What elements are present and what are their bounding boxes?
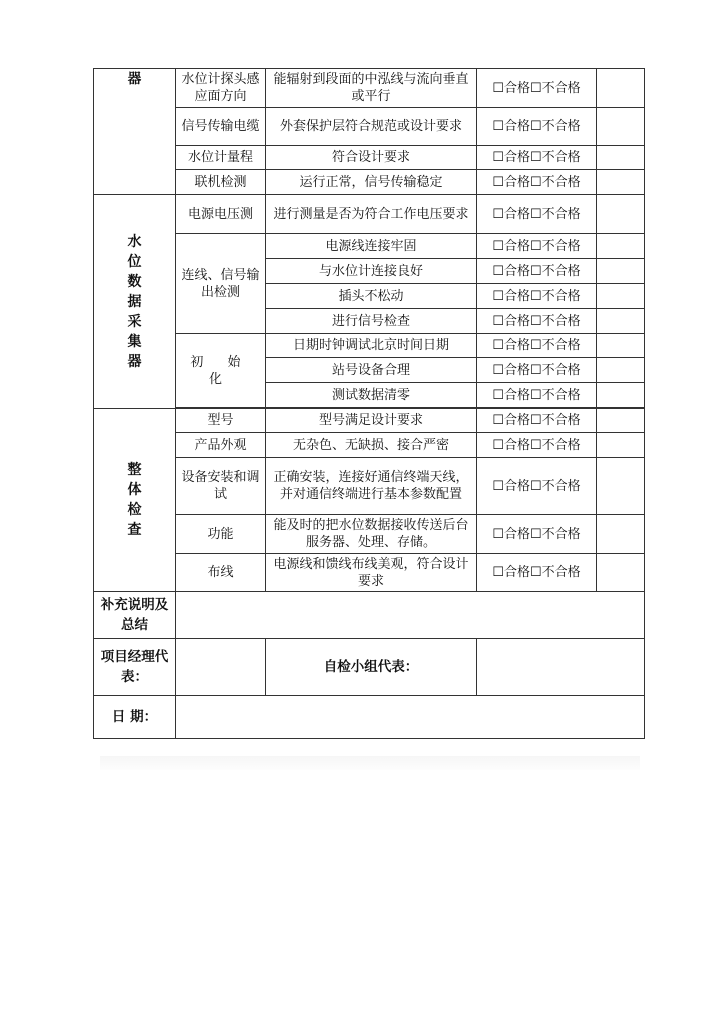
result-checkbox-cell[interactable]: ☐合格☐不合格 xyxy=(477,170,597,195)
item-cell: 设备安装和调试 xyxy=(176,458,266,515)
remark-cell[interactable] xyxy=(597,108,645,146)
table-row xyxy=(94,334,645,358)
requirement-cell: 进行测量是否为符合工作电压要求 xyxy=(266,195,477,234)
requirement-cell: 日期时钟调试北京时间日期 xyxy=(266,334,477,358)
item-cell: 电源电压测 xyxy=(176,195,266,234)
result-checkbox-cell[interactable]: ☐合格☐不合格 xyxy=(477,195,597,234)
result-checkbox-cell[interactable]: ☐合格☐不合格 xyxy=(477,433,597,458)
requirement-cell: 电源线和馈线布线美观，符合设计要求 xyxy=(266,554,477,592)
table-row xyxy=(94,409,645,433)
supplement-label: 补充说明及总结 xyxy=(94,592,176,639)
category-cell-sensor: 器 xyxy=(94,69,176,195)
table-row xyxy=(94,592,645,639)
remark-cell[interactable] xyxy=(597,515,645,554)
table-row xyxy=(94,696,645,739)
item-cell: 水位计探头感应面方向 xyxy=(176,69,266,108)
requirement-cell: 测试数据清零 xyxy=(266,383,477,408)
table-row xyxy=(94,234,645,259)
item-cell: 布线 xyxy=(176,554,266,592)
requirement-cell: 无杂色、无缺损、接合严密 xyxy=(266,433,477,458)
table-row xyxy=(94,195,645,234)
date-label: 日 期： xyxy=(94,696,176,739)
supplement-field[interactable] xyxy=(176,592,645,639)
result-checkbox-cell[interactable]: ☐合格☐不合格 xyxy=(477,515,597,554)
requirement-cell: 能及时的把水位数据接收传送后台服务器、处理、存储。 xyxy=(266,515,477,554)
page-shadow-strip xyxy=(100,756,640,770)
result-checkbox-cell[interactable]: ☐合格☐不合格 xyxy=(477,554,597,592)
category-cell-overall: 整 体 检 查 xyxy=(94,409,176,592)
result-checkbox-cell[interactable]: ☐合格☐不合格 xyxy=(477,69,597,108)
remark-cell[interactable] xyxy=(597,234,645,259)
result-checkbox-cell[interactable]: ☐合格☐不合格 xyxy=(477,458,597,515)
requirement-cell: 型号满足设计要求 xyxy=(266,409,477,433)
requirement-cell: 外套保护层符合规范或设计要求 xyxy=(266,108,477,146)
result-checkbox-cell[interactable]: ☐合格☐不合格 xyxy=(477,108,597,146)
category-cell-collector: 水 位 数 据 采 集 器 xyxy=(94,195,176,409)
result-checkbox-cell[interactable]: ☐合格☐不合格 xyxy=(477,358,597,383)
remark-cell[interactable] xyxy=(597,383,645,408)
remark-cell[interactable] xyxy=(597,170,645,195)
remark-cell[interactable] xyxy=(597,259,645,284)
item-cell: 连线、信号输出检测 xyxy=(176,234,266,334)
self-check-team-label: 自检小组代表： xyxy=(266,639,477,696)
project-manager-field[interactable] xyxy=(176,639,266,696)
remark-cell[interactable] xyxy=(597,554,645,592)
item-cell: 型号 xyxy=(176,409,266,433)
self-check-team-field[interactable] xyxy=(477,639,645,696)
remark-cell[interactable] xyxy=(597,409,645,433)
date-field[interactable] xyxy=(176,696,645,739)
requirement-cell: 运行正常，信号传输稳定 xyxy=(266,170,477,195)
result-checkbox-cell[interactable]: ☐合格☐不合格 xyxy=(477,334,597,358)
remark-cell[interactable] xyxy=(597,284,645,309)
result-checkbox-cell[interactable]: ☐合格☐不合格 xyxy=(477,383,597,408)
requirement-cell: 符合设计要求 xyxy=(266,146,477,170)
remark-cell[interactable] xyxy=(597,334,645,358)
remark-cell[interactable] xyxy=(597,433,645,458)
table-row xyxy=(94,433,645,458)
item-cell: 信号传输电缆 xyxy=(176,108,266,146)
table-row xyxy=(94,170,645,195)
remark-cell[interactable] xyxy=(597,146,645,170)
table-row xyxy=(94,458,645,515)
item-cell: 联机检测 xyxy=(176,170,266,195)
item-cell: 水位计量程 xyxy=(176,146,266,170)
inspection-table xyxy=(93,68,645,739)
remark-cell[interactable] xyxy=(597,195,645,234)
table-row xyxy=(94,146,645,170)
result-checkbox-cell[interactable]: ☐合格☐不合格 xyxy=(477,259,597,284)
remark-cell[interactable] xyxy=(597,69,645,108)
result-checkbox-cell[interactable]: ☐合格☐不合格 xyxy=(477,234,597,259)
table-row xyxy=(94,639,645,696)
requirement-cell: 能辐射到段面的中泓线与流向垂直或平行 xyxy=(266,69,477,108)
table-row xyxy=(94,69,645,108)
remark-cell[interactable] xyxy=(597,358,645,383)
table-row xyxy=(94,554,645,592)
result-checkbox-cell[interactable]: ☐合格☐不合格 xyxy=(477,146,597,170)
table-row xyxy=(94,515,645,554)
result-checkbox-cell[interactable]: ☐合格☐不合格 xyxy=(477,409,597,433)
requirement-cell: 站号设备合理 xyxy=(266,358,477,383)
result-checkbox-cell[interactable]: ☐合格☐不合格 xyxy=(477,284,597,309)
item-cell: 初 始 化 xyxy=(176,334,266,408)
remark-cell[interactable] xyxy=(597,309,645,334)
requirement-cell: 与水位计连接良好 xyxy=(266,259,477,284)
item-cell: 产品外观 xyxy=(176,433,266,458)
item-cell: 功能 xyxy=(176,515,266,554)
result-checkbox-cell[interactable]: ☐合格☐不合格 xyxy=(477,309,597,334)
requirement-cell: 插头不松动 xyxy=(266,284,477,309)
requirement-cell: 正确安装，连接好通信终端天线，并对通信终端进行基本参数配置 xyxy=(266,458,477,515)
requirement-cell: 进行信号检查 xyxy=(266,309,477,334)
project-manager-label: 项目经理代表： xyxy=(94,639,176,696)
requirement-cell: 电源线连接牢固 xyxy=(266,234,477,259)
table-row xyxy=(94,108,645,146)
remark-cell[interactable] xyxy=(597,458,645,515)
